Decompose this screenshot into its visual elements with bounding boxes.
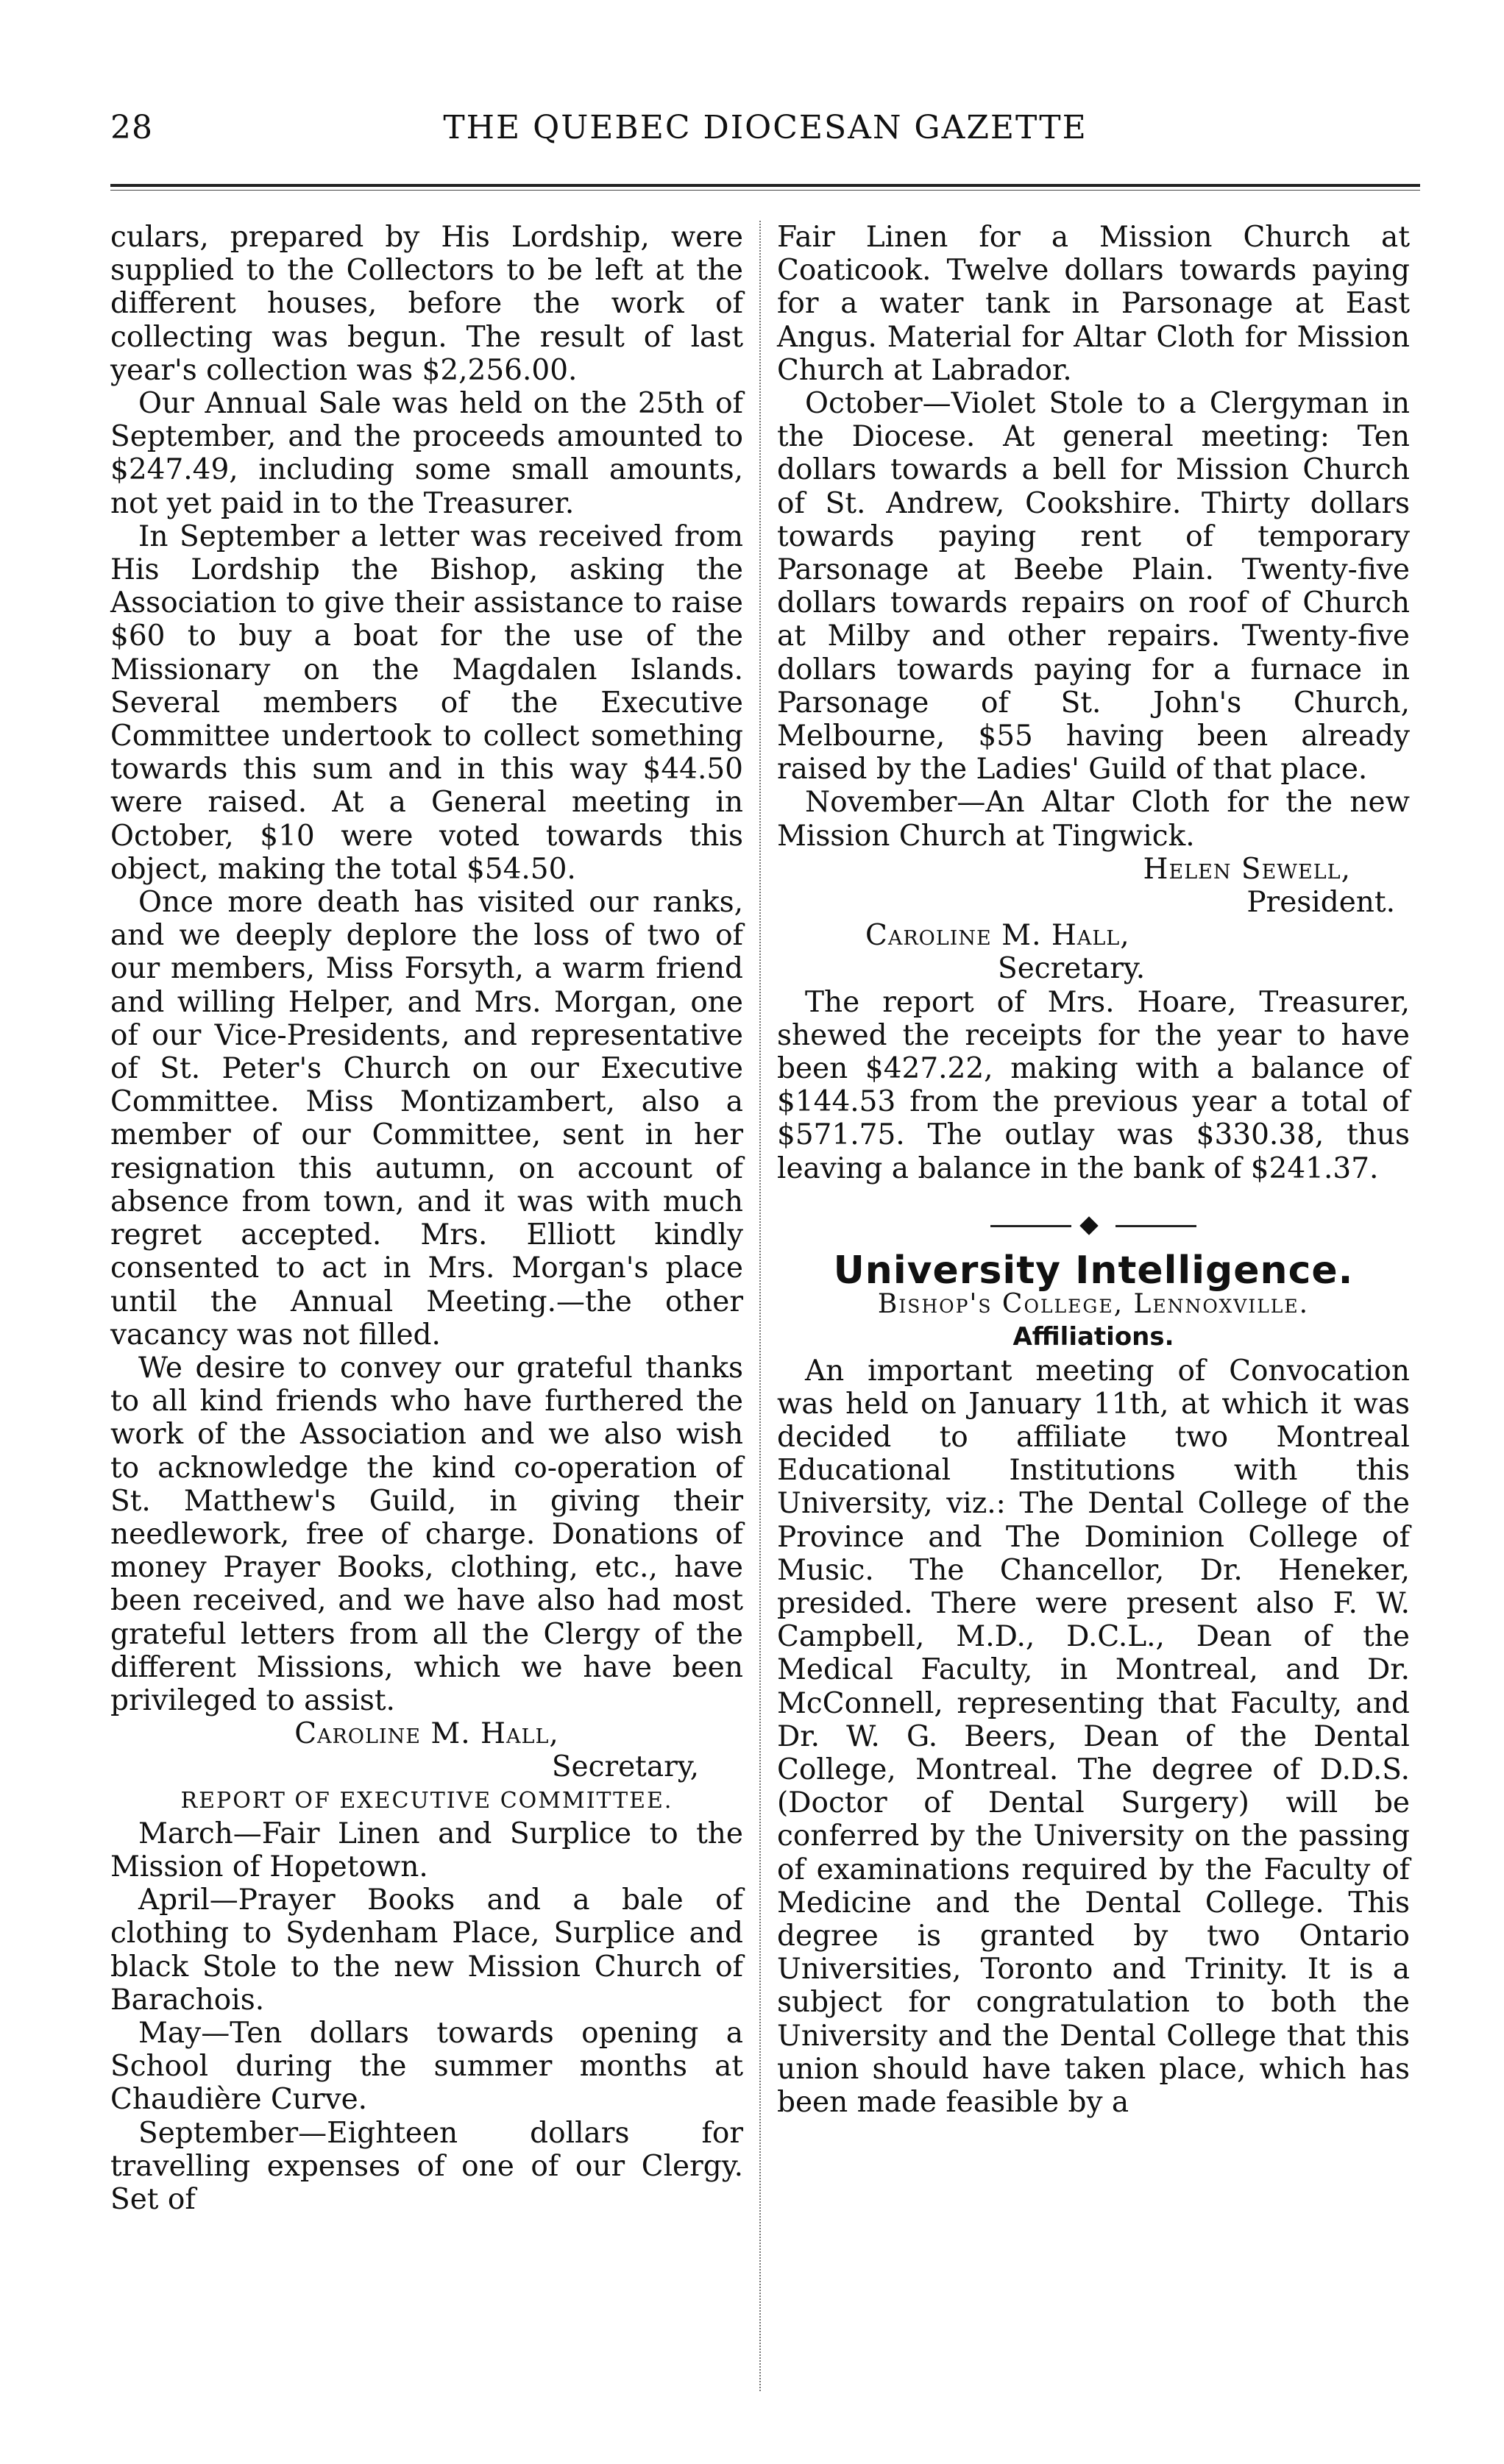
paragraph: We desire to convey our grateful thanks to all kind friends who have furthered the work of the Association and we also wish to acknowledge the kind co-operation of St. Matthew's Guild, in giving their needlework, free of charge. Donations of money Prayer Books, clothing, etc., have been received, and we have also had most grateful letters from all the Clergy of the different Missions, which we have been privileged to assist. bbox=[110, 1351, 743, 1717]
paragraph: November—An Altar Cloth for the new Mission Church at Tingwick. bbox=[777, 786, 1410, 853]
right-column bbox=[777, 221, 1410, 2119]
signature-name: Caroline M. Hall, bbox=[865, 919, 1130, 953]
header-rule bbox=[110, 184, 1420, 187]
column-divider bbox=[759, 221, 761, 2391]
running-title: THE QUEBEC DIOCESAN GAZETTE bbox=[443, 109, 1088, 146]
left-column bbox=[110, 221, 743, 2216]
section-subtitle: Bishop's College, Lennoxville. bbox=[877, 1289, 1310, 1320]
signature-role: President. bbox=[1246, 886, 1395, 920]
ornament-divider bbox=[777, 1212, 1410, 1241]
ornament-line bbox=[1115, 1225, 1196, 1227]
signature-role: Secretary, bbox=[551, 1750, 699, 1784]
paragraph: May—Ten dollars towards opening a School during the summer months at Chaudière Curve. bbox=[110, 2016, 743, 2117]
signature-name: Caroline M. Hall, bbox=[294, 1717, 559, 1751]
paragraph: Our Annual Sale was held on the 25th of September, and the proceeds amounted to $247.49, including some small amounts, not yet paid in to the Treasurer. bbox=[110, 387, 743, 520]
page-header bbox=[110, 109, 1420, 160]
page-number: 28 bbox=[110, 109, 153, 146]
paragraph: culars, prepared by His Lordship, were supplied to the Collectors to be left at the different houses, before the work of collecting was begun. The result of last year's collection was $2,256.00. bbox=[110, 221, 743, 387]
paragraph: An important meeting of Convocation was held on January 11th, at which it was decided to affiliate two Montreal Educational Institutions with this University, viz.: The Dental College of the Province and The Dominion College of Music. The Chancellor, Dr. Heneker, presided. There were present also F. W. Campbell, M.D., D.C.L., Dean of the Medical Faculty, in Montreal, and Dr. McConnell, representing that Faculty, and Dr. W. G. Beers, Dean of the Dental College, Montreal. The degree of D.D.S. (Doctor of Dental Surgery) will be conferred by the University on the passing of examinations required by the Faculty of Medicine and the Dental College. This degree is granted by two Ontario Universities, Toronto and Trinity. It is a subject for congratulation to both the University and the Dental College that this union should have taken place, which has been made feasible by a bbox=[777, 1354, 1410, 2119]
signature-name: Helen Sewell, bbox=[1143, 852, 1351, 886]
paragraph: In September a letter was received from His Lordship the Bishop, asking the Association to give their assistance to raise $60 to buy a boat for the use of the Missionary on the Magdalen Islands. Several members of the Executive Committee undertook to collect something towards this sum and in this way $44.50 were raised. At a General meeting in October, $10 were voted towards this object, making the total $54.50. bbox=[110, 519, 743, 886]
paragraph: Fair Linen for a Mission Church at Coaticook. Twelve dollars towards paying for a water tank in Parsonage at East Angus. Material for Altar Cloth for Mission Church at Labrador. bbox=[777, 221, 1410, 387]
signature-role: Secretary. bbox=[998, 952, 1146, 986]
ornament-line bbox=[990, 1225, 1071, 1227]
header-rule-thin bbox=[110, 190, 1420, 191]
subsection-title: Affiliations. bbox=[1012, 1322, 1174, 1352]
paragraph: October—Violet Stole to a Clergyman in the Diocese. At general meeting: Ten dollars towards a bell for Mission Church of St. Andrew, Cookshire. Thirty dollars towards paying rent of temporary Parsonage at Beebe Plain. Twenty-five dollars towards repairs on roof of Church at Milby and other repairs. Twenty-five dollars towards paying for a furnace in Parsonage of St. John's Church, Melbourne, $55 having been already raised by the Ladies' Guild of that place. bbox=[777, 387, 1410, 787]
paragraph: Once more death has visited our ranks, and we deeply deplore the loss of two of our members, Miss Forsyth, a warm friend and willing Helper, and Mrs. Morgan, one of our Vice-Presidents, and representative of St. Peter's Church on our Executive Committee. Miss Montizambert, also a member of our Committee, sent in her resignation this autumn, on account of absence from town, and it was with much regret accepted. Mrs. Elliott kindly consented to act in Mrs. Morgan's place until the Annual Meeting.—the other vacancy was not filled. bbox=[110, 886, 743, 1352]
diamond-icon bbox=[1079, 1216, 1098, 1235]
section-title: University Intelligence. bbox=[833, 1248, 1354, 1293]
paragraph: April—Prayer Books and a bale of clothing to Sydenham Place, Surplice and black Stole to the new Mission Church of Barachois. bbox=[110, 1883, 743, 2017]
paragraph: September—Eighteen dollars for travelling expenses of one of our Clergy. Set of bbox=[110, 2116, 743, 2216]
report-heading: REPORT OF EXECUTIVE COMMITTEE. bbox=[180, 1787, 673, 1814]
paragraph: March—Fair Linen and Surplice to the Mission of Hopetown. bbox=[110, 1817, 743, 1883]
paragraph: The report of Mrs. Hoare, Treasurer, shewed the receipts for the year to have been $427.22, making with a balance of $144.53 from the previous year a total of $571.75. The outlay was $330.38, thus leaving a balance in the bank of $241.37. bbox=[777, 985, 1410, 1185]
